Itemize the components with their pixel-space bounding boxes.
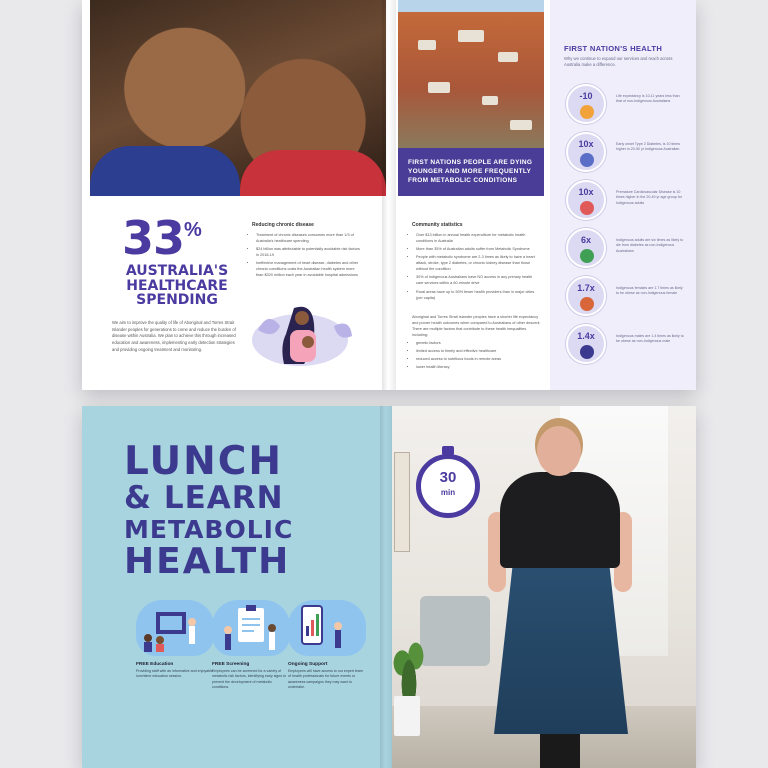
stat-value: 10x [578,139,594,149]
stat-value: 6x [580,235,591,245]
panel-title: FIRST NATION'S HEALTH [564,44,663,53]
page-gutter [380,406,392,768]
intro-paragraph: We aim to improve the quality of life of Aboriginal and Torres Strait Islander peoples for generations to come and reduce the burden of disease within Australia. We plan to achieve this through increased education and awareness, implementing early detection strategies and providing ongoing treatment and monitoring. [112,320,236,352]
timer-unit: min [440,488,456,497]
feature-support [288,600,366,691]
stat-circle [566,276,606,316]
kidney-icon [580,249,594,263]
stat-value: 1.4x [577,331,595,341]
child-shirt-blue [90,146,240,196]
stat-circle [566,132,606,172]
feature-text: Employees will have access to our expert team of health professionals for future events or awareness campaigns they may want to undertake. [288,669,363,690]
stat-circle [566,180,606,220]
first-nations-banner: FIRST NATIONS PEOPLE ARE DYING YOUNGER AND MORE FREQUENTLY FROM METABOLIC CONDITIONS [398,148,544,196]
list-item: • Ineffective management of heart disease, diabetes and other chronic conditions costs the Australian health system more than $320 million each year in avoidable hospital admissions [256,260,360,278]
feature-title: FREE Screening [212,662,250,667]
feature-screening [212,600,290,691]
stat-description: Premature Cardiovascular Disease is 10 times higher in the 20-49 yr age group for Indigenous adults [616,190,682,205]
list-item: • genetic factors [416,340,540,346]
heart-icon [580,201,594,215]
top-spread [82,0,696,390]
panel-subtitle: Why we continue to expand our services and reach across Australia make a difference. [564,56,673,68]
children-photo [90,0,386,196]
head [537,426,581,476]
stopwatch-ring [416,454,480,518]
meter-icon [580,153,594,167]
healthcare-spending-title: AUSTRALIA'S HEALTHCARE SPENDING [125,263,229,309]
stat-description: Life expectancy is 10-11 years less than that of non-Indigenous Australians [616,94,680,104]
sofa [420,596,490,666]
list-item: • reduced access to nutritious foods in remote areas [416,356,540,362]
black-top [500,472,620,568]
mother-baby-illustration [250,300,356,370]
list-item: • Treatment of chronic diseases consumes more than 1/3 of Australia's healthcare spending [256,232,360,244]
community-list [410,232,540,303]
list-item: • More than 35% of Australian adults suffer from Metabolic Syndrome [416,246,540,252]
list-item: • $24 billion was attributable to potentially avoidable risk factors in 2018-19 [256,246,360,258]
stat-description: Early onset Type 2 Diabetes, is 10 times higher in 20-50 yr Indigenous Australian [616,142,681,152]
title-line: LUNCH [124,439,284,484]
wall-art [394,452,410,552]
timer-value: 30 [439,469,457,486]
reducing-heading: Reducing chronic disease [252,222,314,228]
community-heading: Community statistics [412,222,463,228]
feature-education [136,600,214,680]
lunch-and-learn-title [124,439,364,582]
presentation-icon [136,600,214,656]
bottom-spread [82,406,696,768]
page-gutter [382,0,396,390]
title-line: & LEARN [124,480,284,516]
percentage-sign: % [184,219,202,241]
stat-circle [566,84,606,124]
big-percentage [122,211,202,265]
female-icon [580,297,594,311]
clipboard-icon [212,600,290,656]
legs [540,732,580,768]
list-item: • limited access to timely and effective healthcare [416,348,540,354]
child-shirt-red [240,150,386,196]
person-icon [580,105,594,119]
male-icon [580,345,594,359]
factors-list [410,340,540,372]
feature-title: FREE Education [136,662,174,667]
list-item: • People with metabolic syndrome are 2-3 times as likely to have a heart attack, stroke, type 2 diabetes, or chronic kidney disease than those without the condition [416,254,540,272]
woman-photo [484,426,634,768]
office-photo [392,406,696,768]
title-line: METABOLIC [124,515,294,544]
feature-title: Ongoing Support [288,662,328,667]
reducing-list [250,232,360,280]
list-item: • 30% of Indigenous Australians have NO access in any primary health care services within a 60-minute drive [416,274,540,286]
stat-value: 1.7x [577,283,595,293]
stat-description: Indigenous adults are six times as likely to die from diabetes as non-Indigenous Australians [616,238,684,253]
first-nations-health-panel [550,0,696,390]
title-line: HEALTH [124,541,291,582]
stopwatch-icon [416,446,480,510]
stat-description: Indigenous males are 1.4 times as likely to be obese as non-Indigenous male [616,334,684,344]
list-item: • Rural areas have up to 50% fewer health providers than in major cities (per capita) [416,289,540,301]
list-item: • lower health literacy [416,364,540,370]
stat-value: 10x [578,187,594,197]
list-item: • Over $13 billion in annual health expenditure for metabolic health conditions in Australia [416,232,540,244]
aerial-town-photo [398,0,544,148]
phone-chart-icon [288,600,366,656]
blue-skirt [494,564,628,734]
feature-text: Employees can be screened for a variety of metabolic risk factors, identifying early signs to prevent the development of metabolic conditions. [212,669,287,690]
plant [392,628,426,698]
stat-circle [566,324,606,364]
plant-pot [394,696,420,736]
stat-circle [566,228,606,268]
stat-description: Indigenous females are 1.7 times as likely to be obese as non-Indigenous female [616,286,683,296]
feature-text: Providing staff with an informative and enjoyable lunchtime education session. [136,669,214,679]
community-paragraph: Aboriginal and Torres Strait Islander peoples have a shorter life expectancy and poorer health outcomes when compared to Australians of other descent. There are multiple factors that contribute to these health inequalities including: [412,315,541,338]
stat-value: -10 [579,91,593,101]
percentage-number: 33 [122,211,185,265]
